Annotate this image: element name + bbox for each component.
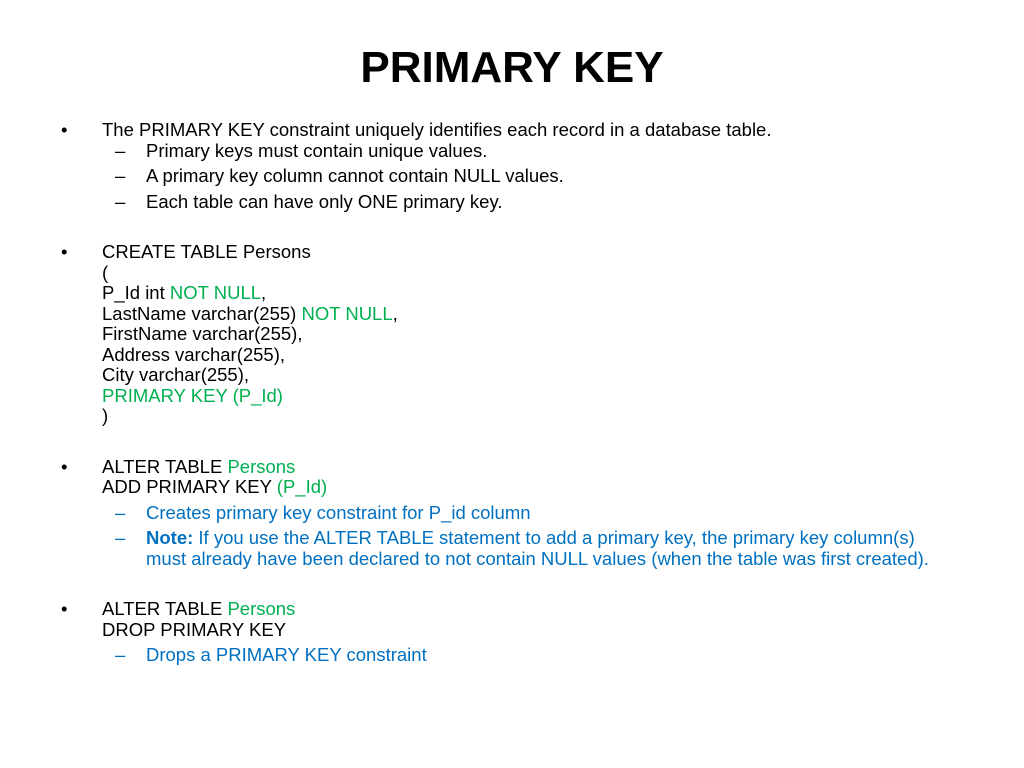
code-line: ): [102, 405, 109, 426]
keyword-p-id: (P_Id): [276, 476, 328, 497]
sub-bullet-creates-constraint: [0, 503, 1024, 524]
keyword-not-null: NOT NULL: [169, 282, 262, 303]
bullet-alter-add-code: [0, 457, 1024, 498]
keyword-persons: Persons: [227, 455, 296, 477]
bullet-icon: •: [61, 119, 68, 140]
dash-icon: –: [115, 501, 126, 523]
sub-bullet-unique-values: [0, 141, 1024, 162]
code-line: Address varchar(255),: [102, 343, 286, 365]
dash-icon: –: [115, 190, 126, 212]
sub-bullet-drops-constraint: [0, 645, 1024, 666]
code-line: City varchar(255),: [102, 364, 250, 385]
bullet-primary-key-definition: [0, 120, 1024, 141]
code-line: CREATE TABLE Persons: [102, 241, 311, 262]
bullet-alter-drop-code: [0, 599, 1024, 640]
bullet-icon: •: [61, 241, 68, 262]
code-line: ADD PRIMARY KEY (P_Id): [102, 476, 328, 497]
bullet-create-table-code: [0, 242, 1024, 427]
code-line: LastName varchar(255) NOT NULL,: [102, 302, 398, 324]
keyword-not-null: NOT NULL: [301, 302, 393, 324]
sub-bullet-text: Drops a PRIMARY KEY constraint: [146, 644, 427, 665]
dash-icon: –: [115, 644, 126, 665]
code-line: ALTER TABLE Persons: [102, 598, 296, 619]
keyword-persons: Persons: [227, 598, 296, 619]
code-line: DROP PRIMARY KEY: [102, 618, 287, 640]
sub-bullet-note: [0, 528, 1024, 569]
sub-bullet-text: Each table can have only ONE primary key.: [146, 190, 503, 212]
dash-icon: –: [115, 139, 126, 161]
dash-icon: –: [115, 527, 126, 548]
code-line: ALTER TABLE Persons: [102, 455, 296, 477]
sub-bullet-text: A primary key column cannot contain NULL values.: [146, 165, 564, 186]
code-line: FirstName varchar(255),: [102, 323, 303, 344]
sub-bullet-one-key: [0, 192, 1024, 213]
slide-content: [0, 120, 1024, 666]
sub-bullet-text: Primary keys must contain unique values.: [146, 139, 488, 161]
sub-bullet-no-null: [0, 166, 1024, 187]
note-label: Note:: [146, 527, 194, 548]
sub-bullet-text: Creates primary key constraint for P_id column: [146, 501, 531, 523]
code-line-primary-key: PRIMARY KEY (P_Id): [102, 384, 283, 406]
note-text: If you use the ALTER TABLE statement to add a primary key, the primary key column(s) must already have been declared to not contain NULL values (when the table was first created).: [146, 527, 929, 569]
slide-title: PRIMARY KEY: [360, 43, 664, 92]
bullet-text: The PRIMARY KEY constraint uniquely identifies each record in a database table.: [102, 119, 772, 140]
code-line: P_Id int NOT NULL,: [102, 282, 267, 303]
code-line: (: [102, 261, 109, 283]
dash-icon: –: [115, 165, 126, 186]
bullet-icon: •: [61, 598, 68, 619]
bullet-icon: •: [61, 455, 68, 477]
